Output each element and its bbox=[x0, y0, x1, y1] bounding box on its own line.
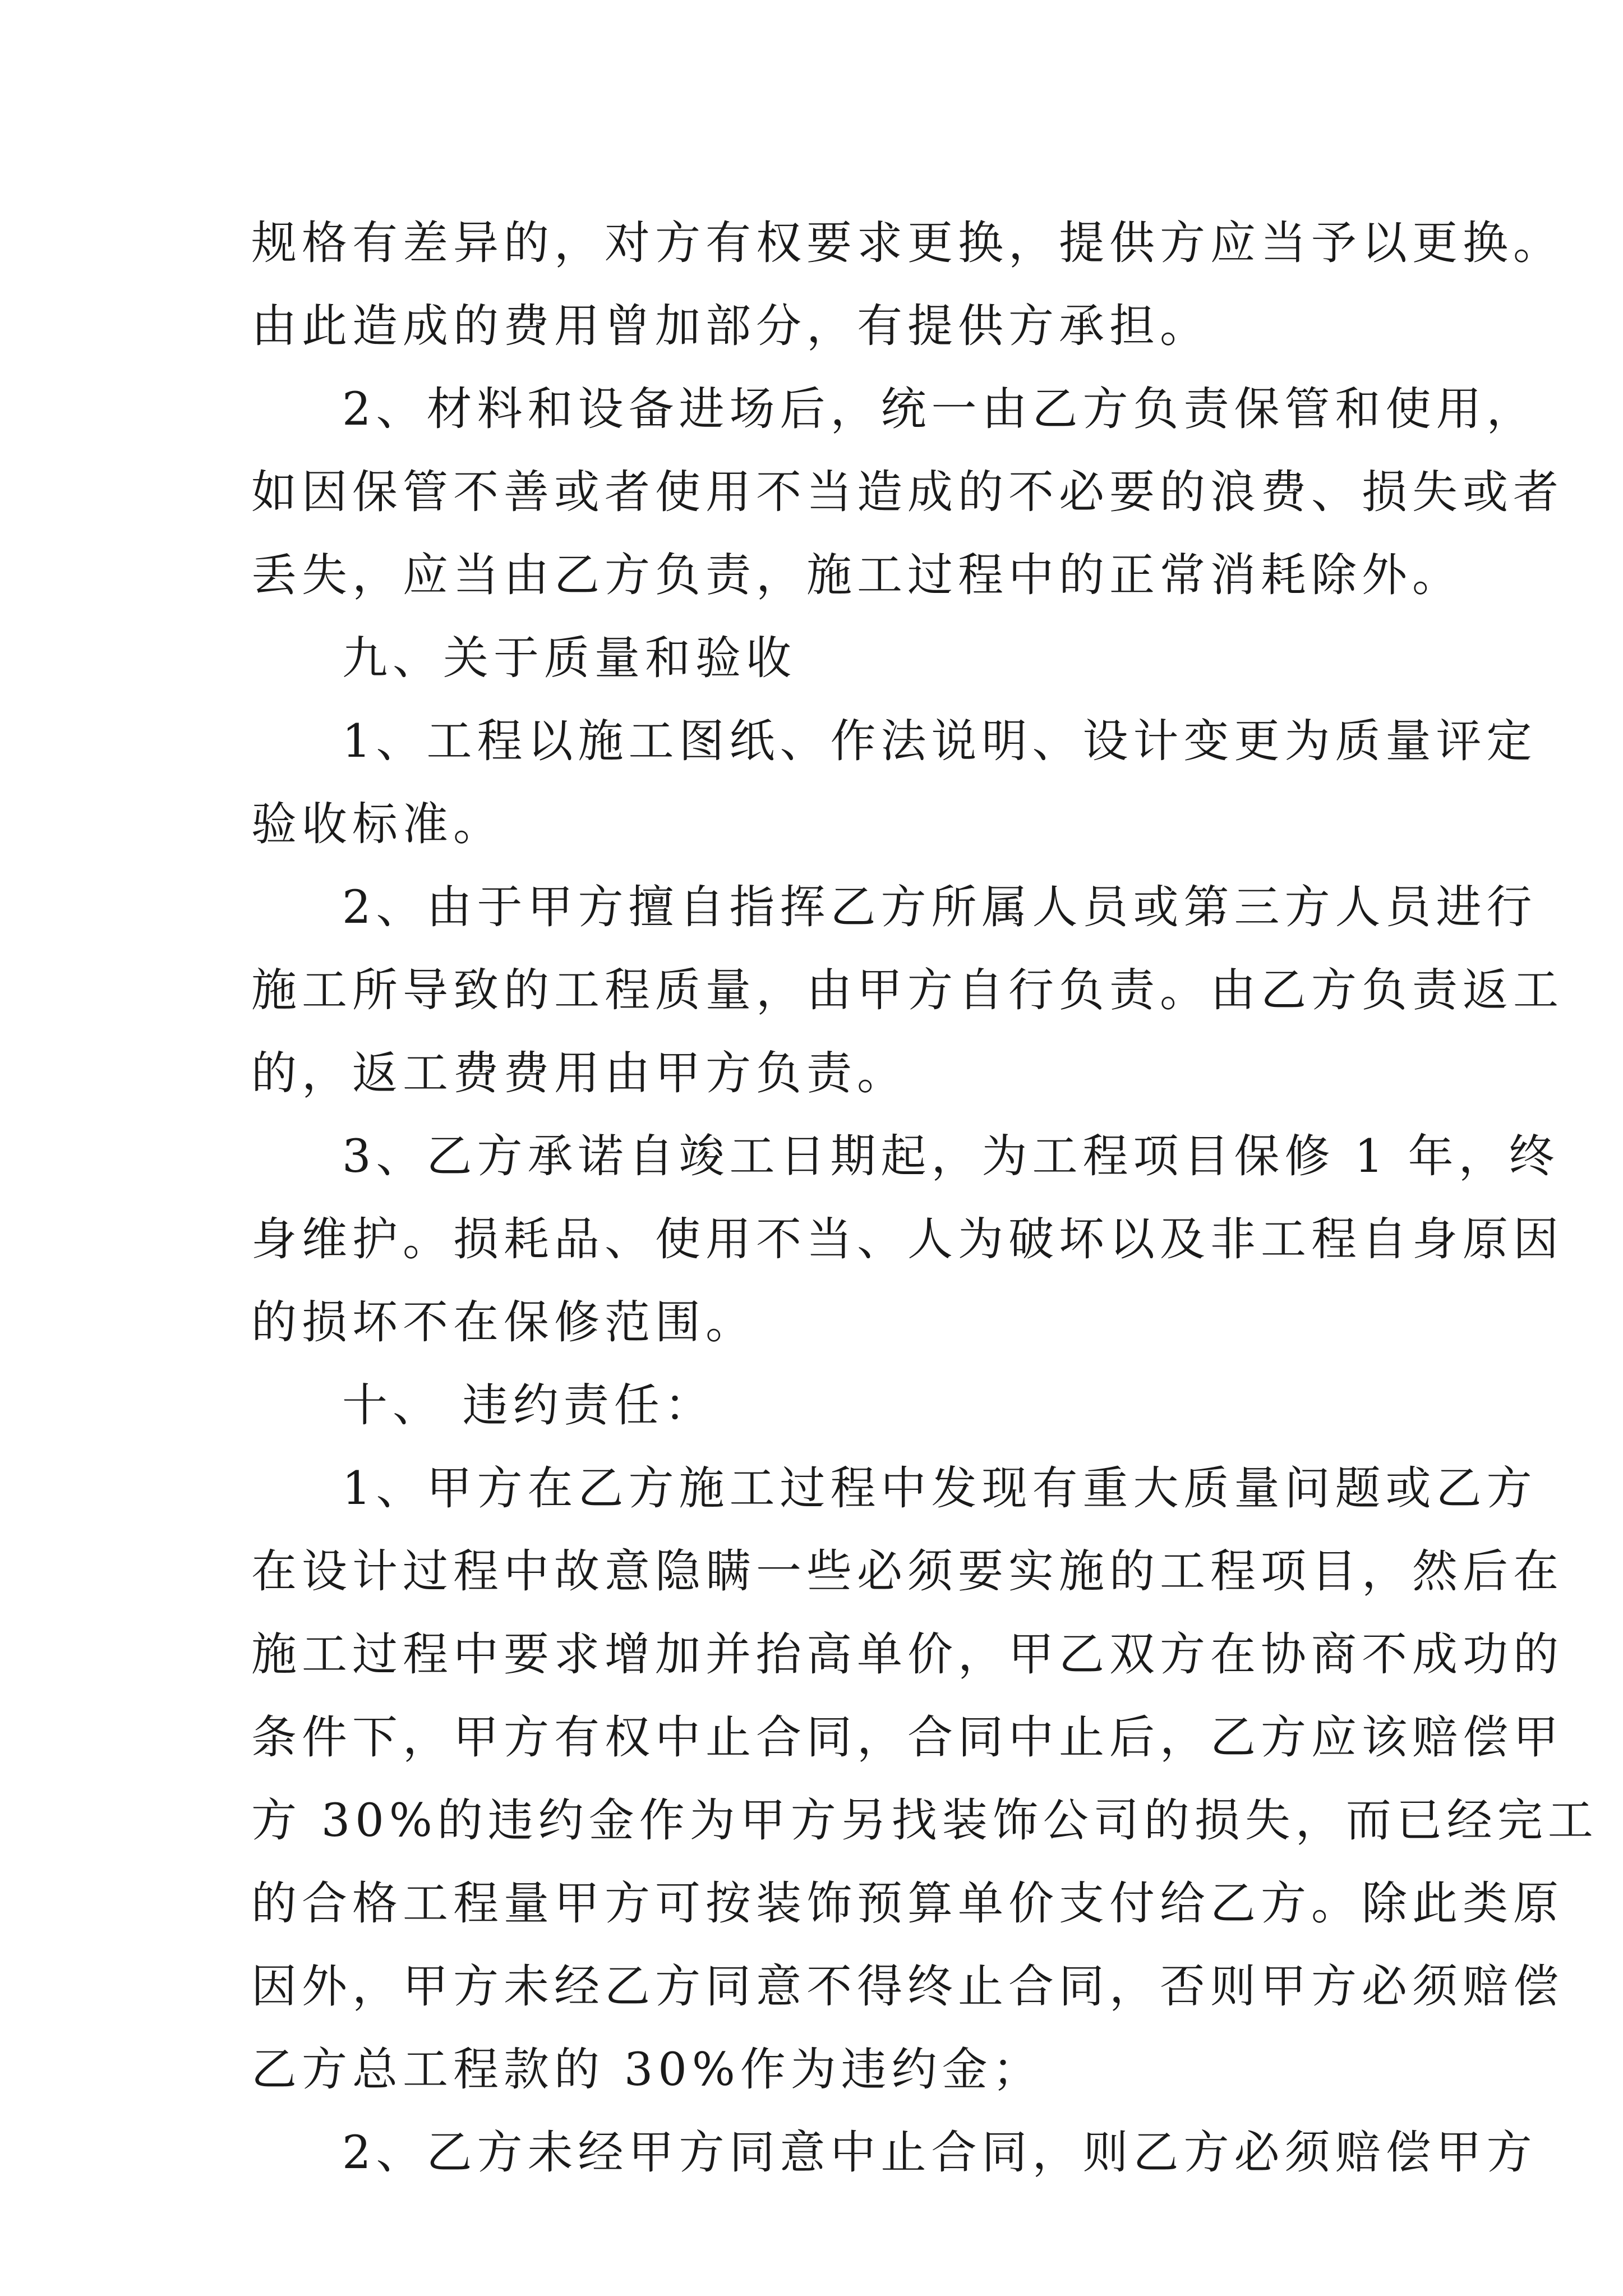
text-line: 十、 违约责任： bbox=[342, 1379, 715, 1432]
paragraph-party-b-termination bbox=[251, 2111, 1537, 2194]
text-line: 规格有差异的，对方有权要求更换，提供方应当予以更换。 bbox=[251, 217, 1564, 270]
text-line: 施工所导致的工程质量，由甲方自行负责。由乙方负责返工 bbox=[251, 964, 1564, 1017]
text-line: 方 30%的违约金作为甲方另找装饰公司的损失，而已经完工 bbox=[251, 1795, 1598, 1847]
text-line: 身维护。损耗品、使用不当、人为破坏以及非工程自身原因 bbox=[251, 1213, 1564, 1266]
text-line: 丢失，应当由乙方负责，施工过程中的正常消耗除外。 bbox=[251, 549, 1463, 602]
paragraph-party-a-termination bbox=[251, 1447, 1598, 2111]
section-heading-liability bbox=[251, 1364, 1385, 1447]
paragraph-material-custody bbox=[251, 368, 1564, 617]
text-line: 如因保管不善或者使用不当造成的不必要的浪费、损失或者 bbox=[251, 466, 1564, 519]
text-line: 施工过程中要求增加并抬高单价，甲乙双方在协商不成功的 bbox=[251, 1628, 1564, 1681]
text-line: 条件下，甲方有权中止合同，合同中止后，乙方应该赔偿甲 bbox=[251, 1711, 1564, 1764]
text-line: 2、材料和设备进场后，统一由乙方负责保管和使用， bbox=[342, 383, 1537, 436]
text-line: 的损坏不在保修范围。 bbox=[251, 1296, 757, 1349]
text-line: 乙方总工程款的 30%作为违约金； bbox=[251, 2044, 1043, 2096]
text-line: 2、乙方未经甲方同意中止合同，则乙方必须赔偿甲方 bbox=[342, 2127, 1537, 2179]
text-line: 1、甲方在乙方施工过程中发现有重大质量问题或乙方 bbox=[342, 1462, 1537, 1515]
text-line: 由此造成的费用曾加部分，有提供方承担。 bbox=[251, 300, 1211, 353]
text-line: 在设计过程中故意隐瞒一些必须要实施的工程项目，然后在 bbox=[251, 1545, 1564, 1598]
paragraph-third-party-quality bbox=[251, 866, 1564, 1115]
text-line: 2、由于甲方擅自指挥乙方所属人员或第三方人员进行 bbox=[342, 881, 1537, 934]
document-body bbox=[251, 202, 1598, 2194]
text-line: 验收标准。 bbox=[251, 798, 504, 851]
paragraph-spec-difference bbox=[251, 202, 1564, 368]
paragraph-warranty bbox=[251, 1115, 1564, 1364]
text-line: 1、工程以施工图纸、作法说明、设计变更为质量评定 bbox=[342, 715, 1537, 768]
text-line: 九、关于质量和验收 bbox=[342, 632, 797, 685]
text-line: 因外，甲方未经乙方同意不得终止合同，否则甲方必须赔偿 bbox=[251, 1961, 1564, 2013]
text-line: 的合格工程量甲方可按装饰预算单价支付给乙方。除此类原 bbox=[251, 1878, 1564, 1930]
text-line: 3、乙方承诺自竣工日期起，为工程项目保修 1 年，终 bbox=[342, 1130, 1560, 1183]
section-heading-quality bbox=[251, 617, 1385, 700]
paragraph-quality-standard bbox=[251, 700, 1537, 866]
text-line: 的，返工费费用由甲方负责。 bbox=[251, 1047, 908, 1100]
